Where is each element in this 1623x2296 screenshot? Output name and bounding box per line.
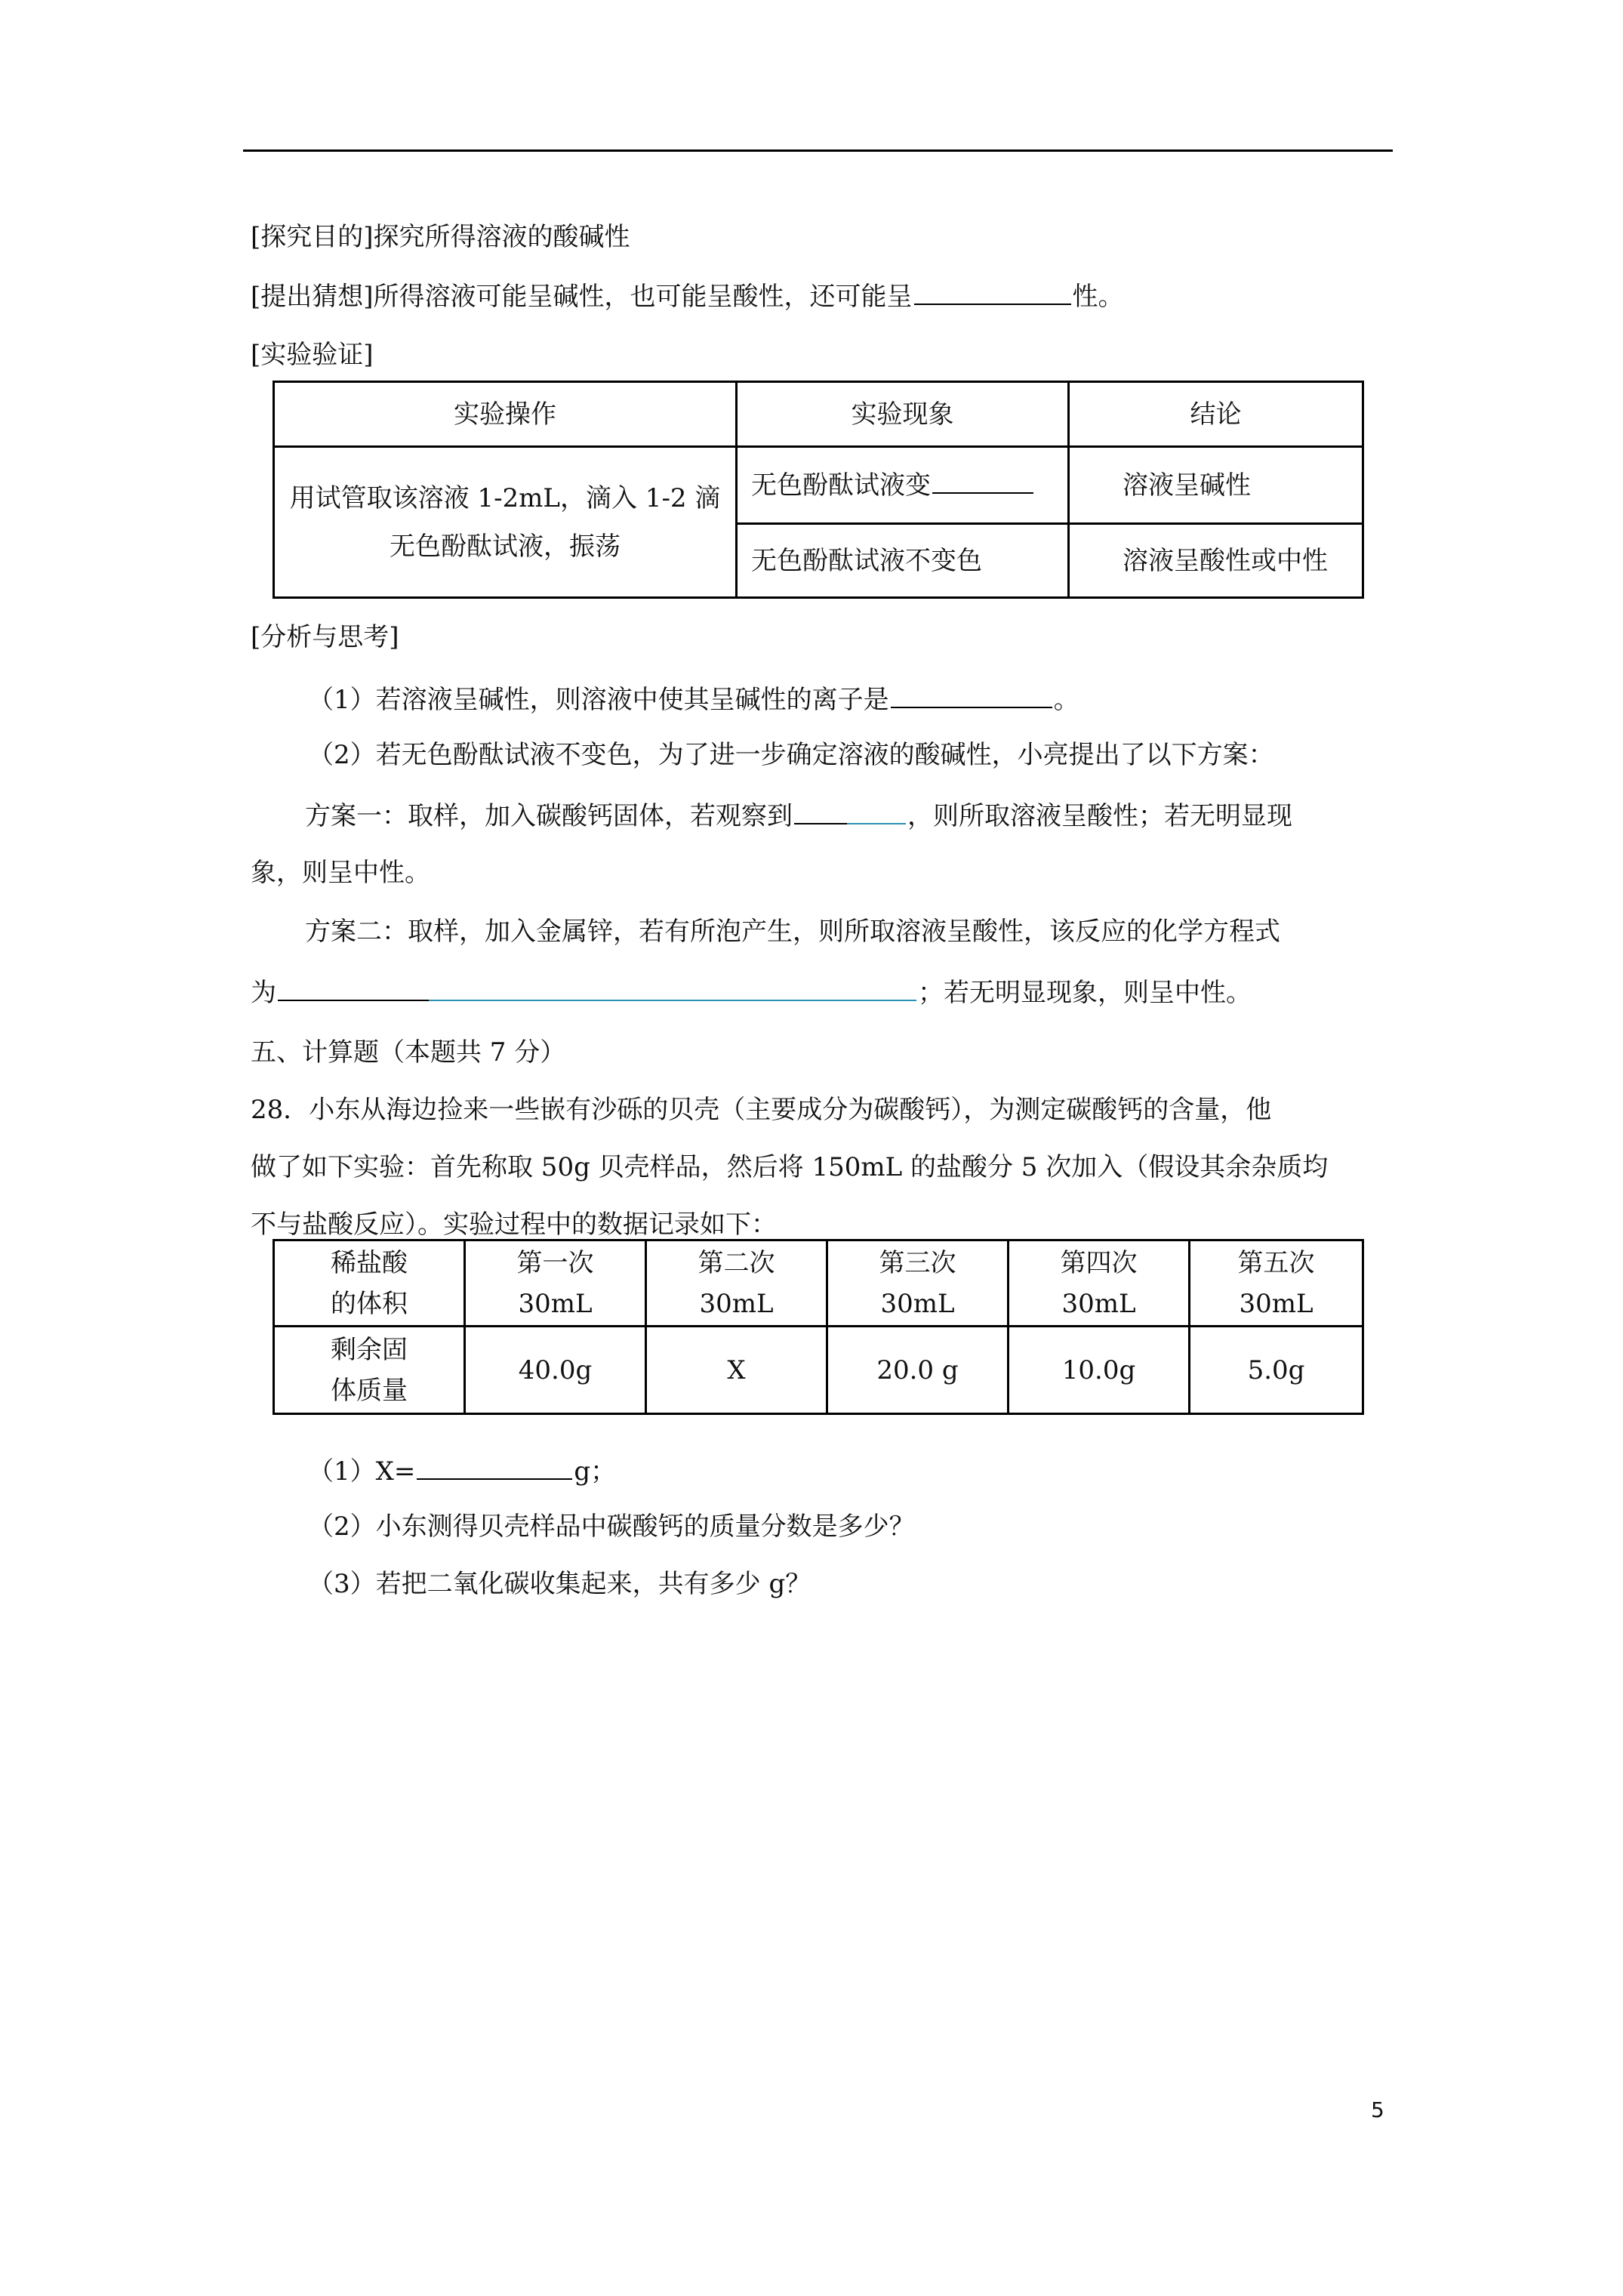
plan-1-continued: 象，则呈中性。 bbox=[251, 858, 430, 888]
question-2: （2）若无色酚酞试液不变色，为了进一步确定溶液的酸碱性，小亮提出了以下方案： bbox=[308, 740, 1274, 770]
page-number: 5 bbox=[1371, 2097, 1384, 2122]
mass-row-header: 剩余固 体质量 bbox=[274, 1327, 465, 1414]
equation-blank[interactable] bbox=[278, 974, 916, 1001]
conclusion-cell-1: 溶液呈碱性 bbox=[1069, 447, 1363, 524]
trial-2-volume: 第二次 30mL bbox=[646, 1240, 827, 1327]
trial-4-volume: 第四次 30mL bbox=[1009, 1240, 1190, 1327]
data-table bbox=[273, 1239, 1364, 1415]
problem-28-line-3: 不与盐酸反应）。实验过程中的数据记录如下： bbox=[251, 1210, 777, 1240]
ion-blank[interactable] bbox=[891, 681, 1052, 708]
volume-row-header: 稀盐酸 的体积 bbox=[274, 1240, 465, 1327]
sub-question-3: （3）若把二氧化碳收集起来，共有多少 g？ bbox=[308, 1569, 812, 1599]
sub-question-1: （1）X= g； bbox=[308, 1453, 616, 1488]
trial-2-mass: X bbox=[646, 1327, 827, 1414]
header-rule bbox=[243, 149, 1393, 152]
trial-5-volume: 第五次 30mL bbox=[1190, 1240, 1363, 1327]
section-5-heading: 五、计算题（本题共 7 分） bbox=[251, 1037, 566, 1068]
trial-5-mass: 5.0g bbox=[1190, 1327, 1363, 1414]
phenomenon-blank[interactable] bbox=[932, 467, 1033, 494]
plan-2-continued: 为 ；若无明显现象，则呈中性。 bbox=[251, 974, 1252, 1009]
experiment-table bbox=[273, 381, 1364, 599]
table-header-conclusion: 结论 bbox=[1069, 382, 1363, 447]
hypothesis-line: [提出猜想]所得溶液可能呈碱性，也可能呈酸性，还可能呈 性。 bbox=[251, 278, 1124, 313]
purpose-line: [探究目的]探究所得溶液的酸碱性 bbox=[251, 222, 630, 252]
trial-3-volume: 第三次 30mL bbox=[827, 1240, 1009, 1327]
verify-heading: [实验验证] bbox=[251, 340, 374, 370]
x-value-blank[interactable] bbox=[417, 1453, 572, 1480]
phenomenon-cell-2: 无色酚酞试液不变色 bbox=[737, 524, 1069, 598]
hypothesis-blank[interactable] bbox=[914, 278, 1071, 305]
conclusion-cell-2: 溶液呈酸性或中性 bbox=[1069, 524, 1363, 598]
problem-28-line-2: 做了如下实验：首先称取 50g 贝壳样品，然后将 150mL 的盐酸分 5 次加入（假设其余杂质均 bbox=[251, 1152, 1329, 1182]
trial-4-mass: 10.0g bbox=[1009, 1327, 1190, 1414]
plan1-blank[interactable] bbox=[794, 797, 906, 824]
phenomenon-cell-1: 无色酚酞试液变 bbox=[737, 447, 1069, 524]
trial-1-mass: 40.0g bbox=[465, 1327, 646, 1414]
plan-1: 方案一：取样，加入碳酸钙固体，若观察到 ，则所取溶液呈酸性；若无明显现 bbox=[305, 797, 1292, 833]
operation-cell: 用试管取该溶液 1-2mL，滴入 1-2 滴 无色酚酞试液，振荡 bbox=[274, 447, 737, 598]
trial-1-volume: 第一次 30mL bbox=[465, 1240, 646, 1327]
question-1: （1）若溶液呈碱性，则溶液中使其呈碱性的离子是 。 bbox=[308, 681, 1079, 717]
table-header-phenomenon: 实验现象 bbox=[737, 382, 1069, 447]
problem-28-line-1: 28．小东从海边捡来一些嵌有沙砾的贝壳（主要成分为碳酸钙），为测定碳酸钙的含量，他 bbox=[251, 1095, 1272, 1125]
analysis-heading: [分析与思考] bbox=[251, 622, 399, 652]
plan-2: 方案二：取样，加入金属锌，若有所泡产生，则所取溶液呈酸性，该反应的化学方程式 bbox=[305, 917, 1280, 947]
trial-3-mass: 20.0 g bbox=[827, 1327, 1009, 1414]
sub-question-2: （2）小东测得贝壳样品中碳酸钙的质量分数是多少？ bbox=[308, 1512, 915, 1542]
table-header-operation: 实验操作 bbox=[274, 382, 737, 447]
